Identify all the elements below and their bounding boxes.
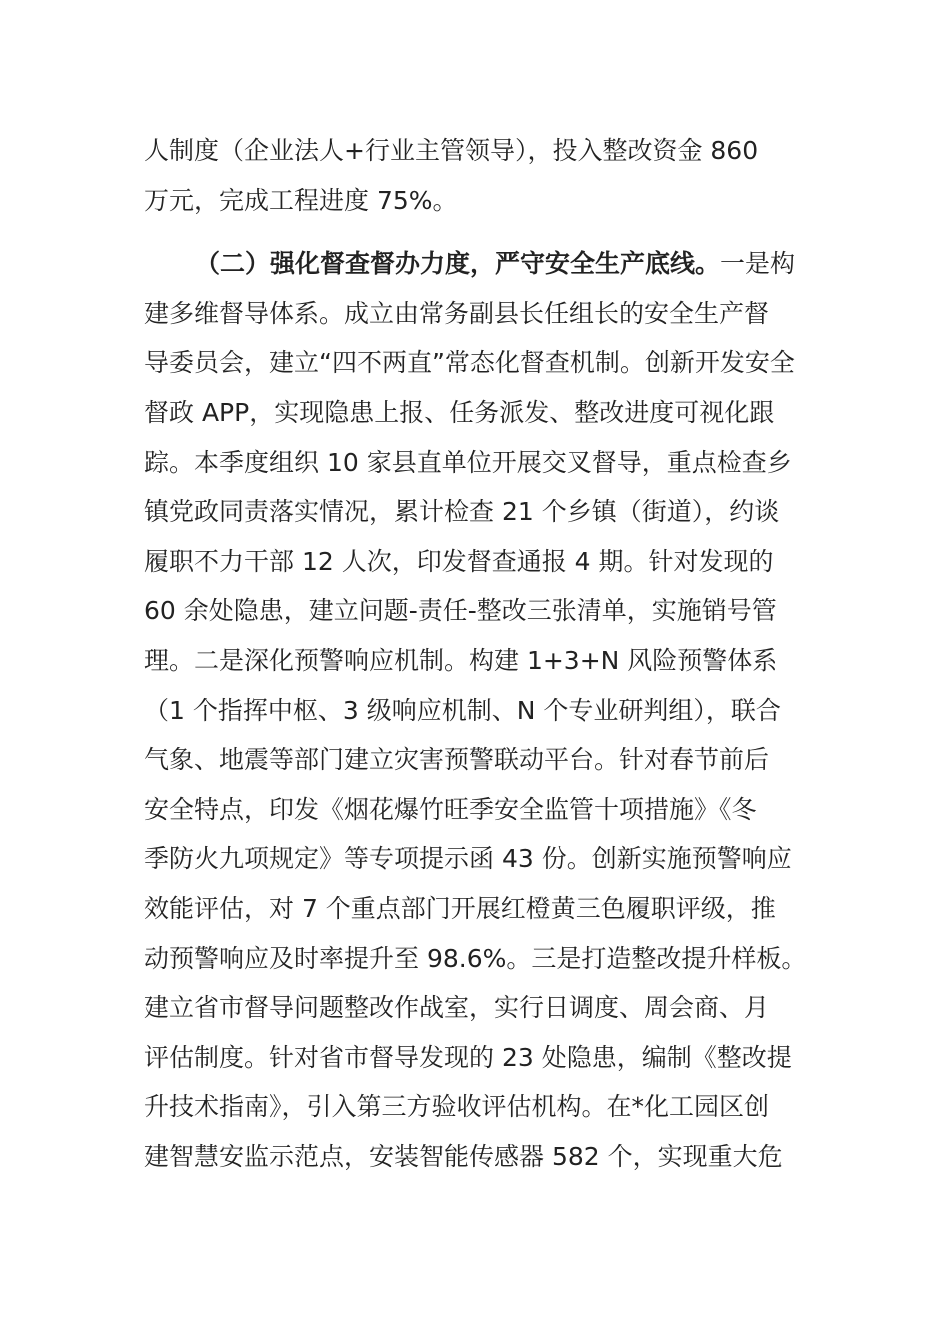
section-line: 评估制度。针对省市督导发现的 23 处隐患，编制《整改提	[144, 1042, 792, 1072]
section-line: 建智慧安监示范点，安装智能传感器 582 个，实现重大危	[144, 1141, 783, 1171]
section-line: 气象、地震等部门建立灾害预警联动平台。针对春节前后	[144, 745, 770, 775]
section-line: 效能评估，对 7 个重点部门开展红橙黄三色履职评级，推	[144, 893, 776, 923]
section-first-line	[144, 239, 844, 289]
intro-line-1: 人制度（企业法人+行业主管领导），投入整改资金 860	[144, 136, 759, 165]
section-first-line-rest: 一是构	[720, 249, 796, 279]
section-line: 踪。本季度组织 10 家县直单位开展交叉督导，重点检查乡	[144, 447, 792, 477]
section-line: 升技术指南》，引入第三方验收评估机构。在*化工园区创	[144, 1092, 770, 1122]
section-line: 建立省市督导问题整改作战室，实行日调度、周会商、月	[144, 993, 770, 1023]
intro-line-2: 万元，完成工程进度 75%。	[144, 185, 458, 215]
section-heading: （二）强化督查督办力度，严守安全生产底线。	[195, 249, 721, 279]
section-line: 履职不力干部 12 人次，印发督查通报 4 期。针对发现的	[144, 546, 774, 576]
section-line: 安全特点，印发《烟花爆竹旺季安全监管十项措施》《冬	[144, 794, 757, 824]
section-line: 建多维督导体系。成立由常务副县长任组长的安全生产督	[144, 298, 770, 328]
section-line: 理。二是深化预警响应机制。构建 1+3+N 风险预警体系	[144, 645, 778, 675]
document-body	[144, 126, 844, 1181]
section-line: 镇党政同责落实情况，累计检查 21 个乡镇（街道），约谈	[144, 497, 780, 527]
paragraph-gap	[144, 225, 844, 239]
section-line: 60 余处隐患，建立问题-责任-整改三张清单，实施销号管	[144, 596, 777, 626]
section-line: （1 个指挥中枢、3 级响应机制、N 个专业研判组），联合	[144, 695, 781, 725]
section-line: 督政 APP，实现隐患上报、任务派发、整改进度可视化跟	[144, 397, 775, 427]
section-line: 动预警响应及时率提升至 98.6%。三是打造整改提升样板。	[144, 943, 807, 973]
section-line: 导委员会，建立“四不两直”常态化督查机制。创新开发安全	[144, 348, 795, 378]
section-line: 季防火九项规定》等专项提示函 43 份。创新实施预警响应	[144, 844, 792, 874]
